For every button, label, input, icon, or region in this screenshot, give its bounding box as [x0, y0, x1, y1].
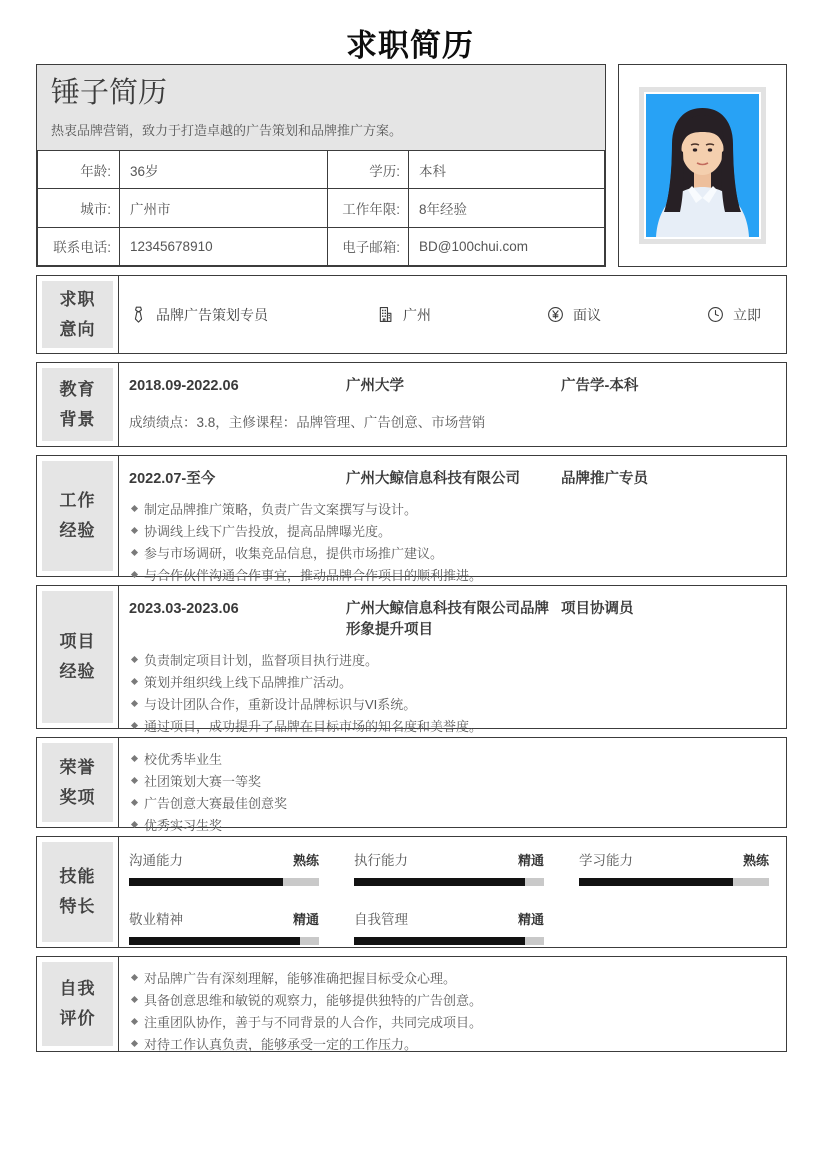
work-position: 品牌推广专员 [561, 471, 648, 487]
city-value: 广州市 [120, 189, 328, 227]
section-honors [36, 737, 787, 834]
profile-header [37, 65, 605, 150]
section-job-intention [36, 275, 787, 354]
age-value: 36岁 [120, 151, 328, 189]
section-label-text: 教育 [59, 379, 96, 399]
candidate-summary: 热衷品牌营销，致力于打造卓越的广告策划和品牌推广方案。 [51, 123, 403, 139]
skill-item [579, 849, 769, 886]
skill-level: 熟练 [292, 853, 319, 868]
degree-value: 本科 [409, 151, 605, 189]
email-value: BD@100chui.com [409, 227, 605, 265]
page-title: 求职简历 [346, 28, 474, 63]
photo-box [618, 64, 787, 267]
skill-progress-bar [354, 878, 544, 886]
intention-availability [706, 305, 772, 325]
list-item: 校优秀毕业生 [129, 749, 772, 770]
building-icon [376, 305, 395, 324]
skill-item [129, 849, 319, 886]
skill-name: 自我管理 [354, 912, 408, 927]
skill-level: 熟练 [742, 853, 769, 868]
work-years-label: 工作年限: [328, 189, 409, 227]
salary-icon [546, 305, 565, 324]
skill-progress-bar [129, 937, 319, 945]
skill-level: 精通 [517, 912, 544, 927]
section-label-text: 经验 [59, 662, 96, 681]
phone-value: 12345678910 [120, 227, 328, 265]
intention-position [129, 305, 376, 325]
intention-city-text: 广州 [403, 306, 431, 323]
degree-label: 学历: [328, 151, 409, 189]
skills-grid [129, 847, 772, 945]
skill-level: 精通 [292, 912, 319, 927]
self-evaluation-bullet-list [129, 968, 772, 1055]
skill-progress-bar [129, 878, 319, 886]
skill-item [129, 908, 319, 945]
section-label-job-intention [37, 276, 119, 353]
section-skills [36, 836, 787, 948]
skill-progress-bar [579, 878, 769, 886]
section-label-text: 特长 [59, 897, 96, 916]
section-label-text: 意向 [59, 319, 96, 339]
list-item: 参与市场调研，收集竞品信息，提供市场推广建议。 [129, 543, 772, 564]
skill-name: 执行能力 [354, 853, 408, 868]
project-name: 广州大鲸信息科技有限公司品牌形象提升项目 [346, 601, 549, 639]
section-label-text: 项目 [59, 632, 96, 652]
section-label-text: 自我 [59, 979, 96, 999]
skill-item [354, 908, 544, 945]
list-item: 广告创意大赛最佳创意奖 [129, 793, 772, 814]
list-item: 与设计团队合作，重新设计品牌标识与VI系统。 [129, 694, 772, 715]
email-label: 电子邮箱: [328, 227, 409, 265]
section-project-experience [36, 585, 787, 735]
skill-name: 沟通能力 [129, 853, 183, 868]
section-label-text: 经验 [59, 521, 96, 540]
list-item: 对品牌广告有深刻理解，能够准确把握目标受众心理。 [129, 968, 772, 989]
education-school: 广州大学 [346, 378, 404, 394]
profile-box [36, 64, 606, 267]
work-bullet-list [129, 499, 772, 586]
skill-name: 学习能力 [579, 853, 633, 868]
section-label-text: 奖项 [59, 787, 96, 807]
skill-item [354, 849, 544, 886]
list-item: 通过项目，成功提升了品牌在目标市场的知名度和美誉度。 [129, 716, 772, 737]
list-item: 协调线上线下广告投放，提高品牌曝光度。 [129, 521, 772, 542]
clock-icon [706, 305, 725, 324]
section-label-text: 背景 [59, 409, 96, 429]
work-company: 广州大鲸信息科技有限公司 [346, 471, 520, 487]
section-label-work [37, 456, 119, 576]
section-label-honors [37, 738, 119, 827]
project-period: 2023.03-2023.06 [129, 601, 239, 617]
section-label-project [37, 586, 119, 728]
project-bullet-list [129, 650, 772, 737]
list-item: 对待工作认真负责，能够承受一定的工作压力。 [129, 1034, 772, 1055]
intention-city [376, 305, 546, 325]
table-row [38, 151, 605, 189]
work-period: 2022.07-至今 [129, 471, 216, 487]
age-label: 年龄: [38, 151, 120, 189]
section-label-text: 评价 [59, 1009, 96, 1028]
top-block [36, 64, 787, 267]
honors-bullet-list [129, 749, 772, 836]
section-label-text: 求职 [59, 289, 96, 309]
section-label-text: 工作 [59, 491, 96, 511]
section-label-self-evaluation [37, 957, 119, 1051]
id-photo [639, 87, 766, 244]
section-education [36, 362, 787, 447]
education-period: 2018.09-2022.06 [129, 378, 239, 394]
list-item: 与合作伙伴沟通合作事宜，推动品牌合作项目的顺利推进。 [129, 565, 772, 586]
candidate-name: 锤子简历 [51, 77, 168, 109]
list-item: 优秀实习生奖 [129, 815, 772, 836]
list-item: 策划并组织线上线下品牌推广活动。 [129, 672, 772, 693]
city-label: 城市: [38, 189, 120, 227]
skill-level: 精通 [517, 853, 544, 868]
phone-label: 联系电话: [38, 227, 120, 265]
project-role: 项目协调员 [561, 601, 634, 617]
intention-availability-text: 立即 [733, 306, 761, 323]
basic-info-table [37, 150, 605, 266]
education-major: 广告学-本科 [561, 378, 639, 394]
section-work-experience [36, 455, 787, 584]
list-item: 注重团队协作，善于与不同背景的人合作，共同完成项目。 [129, 1012, 772, 1033]
intention-salary-text: 面议 [573, 306, 601, 323]
education-detail: 成绩绩点：3.8，主修课程：品牌管理、广告创意、市场营销 [129, 415, 486, 431]
intention-salary [546, 305, 706, 325]
table-row [38, 189, 605, 227]
intention-position-text: 品牌广告策划专员 [156, 306, 268, 323]
tie-icon [129, 305, 148, 324]
id-photo-illustration [646, 94, 759, 237]
list-item: 制定品牌推广策略，负责广告文案撰写与设计。 [129, 499, 772, 520]
list-item: 具备创意思维和敏锐的观察力，能够提供独特的广告创意。 [129, 990, 772, 1011]
section-label-text: 荣誉 [59, 757, 96, 777]
section-self-evaluation [36, 956, 787, 1052]
section-label-education [37, 363, 119, 446]
skill-name: 敬业精神 [129, 912, 183, 927]
work-years-value: 8年经验 [409, 189, 605, 227]
section-label-text: 技能 [59, 867, 96, 887]
skill-progress-bar [354, 937, 544, 945]
table-row [38, 227, 605, 265]
list-item: 社团策划大赛一等奖 [129, 771, 772, 792]
list-item: 负责制定项目计划，监督项目执行进度。 [129, 650, 772, 671]
section-label-skills [37, 837, 119, 947]
